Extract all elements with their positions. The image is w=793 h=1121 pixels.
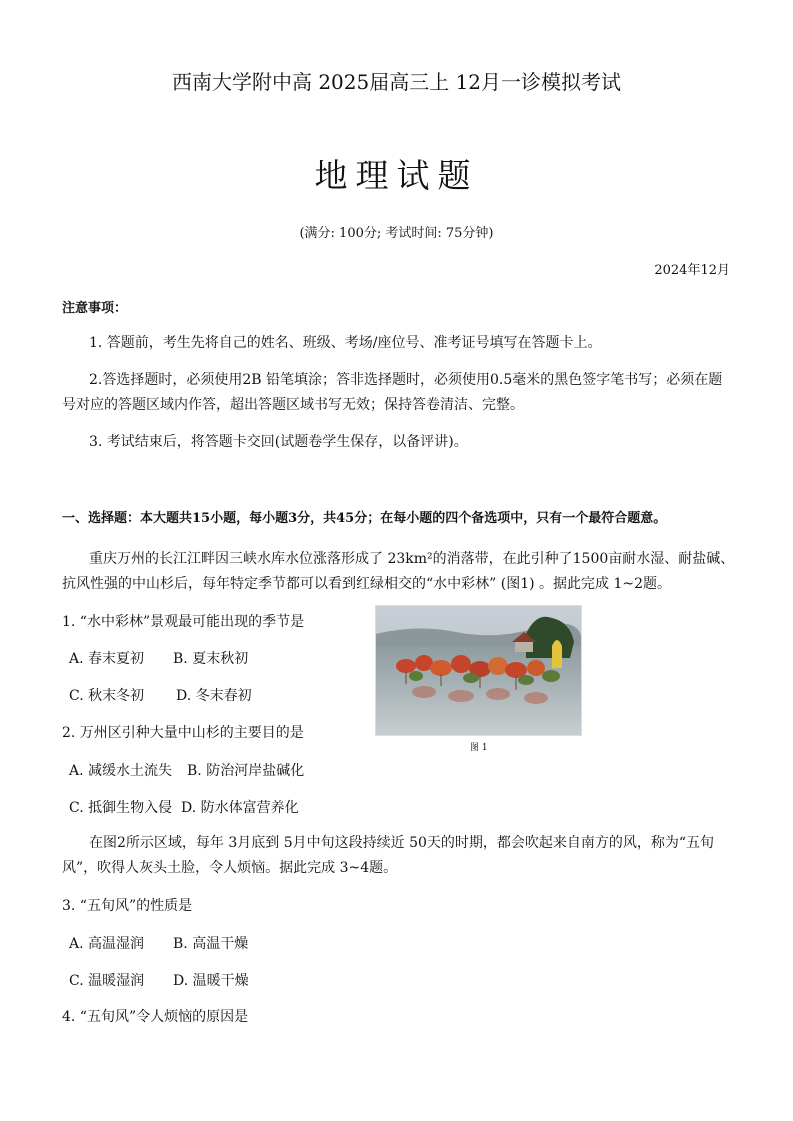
exam-title: 西南大学附中高 2025届高三上 12月一诊模拟考试 (171, 70, 622, 94)
passage-2-line-2: 风”，吹得人灰头土脸，令人烦恼。据此完成 3~4题。 (62, 860, 398, 876)
notice-heading: 注意事项： (62, 301, 128, 316)
notice-item-2-line-1: 2.答选择题时，必须使用2B 铅笔填涂；答非选择题时，必须使用0.5毫米的黑色签字笔书写；必须在题 (89, 372, 723, 388)
question-2-stem: 2. 万州区引种大量中山杉的主要目的是 (62, 725, 304, 741)
question-4-stem: 4. “五旬风”令人烦恼的原因是 (62, 1009, 249, 1025)
question-3-option-a: A. 高温湿润 (69, 936, 145, 952)
exam-meta: (满分: 100分; 考试时间: 75分钟) (299, 226, 494, 241)
question-2-option-d: D. 防水体富营养化 (181, 800, 299, 816)
section-heading: 一、选择题：本大题共15小题，每小题3分，共45分；在每小题的四个备选项中，只有一个最符合题意。 (62, 511, 667, 526)
question-1-stem: 1. “水中彩林”景观最可能出现的季节是 (62, 614, 305, 630)
lakeside-forest-photo (376, 606, 581, 735)
question-2-option-b: B. 防治河岸盐碱化 (187, 763, 305, 779)
question-1-option-b: B. 夏末秋初 (173, 651, 249, 667)
question-3-stem: 3. “五旬风”的性质是 (62, 898, 193, 914)
passage-1-line-1: 重庆万州的长江江畔因三峡水库水位涨落形成了 23km²的消落带，在此引种了1500亩耐水湿、耐盐碱、 (89, 551, 735, 567)
passage-1-line-2: 抗风性强的中山杉后，每年特定季节都可以看到红绿相交的“水中彩林” (图1) 。据此完成 1~2题。 (62, 576, 672, 592)
question-2-option-a: A. 减缓水土流失 (69, 763, 173, 779)
passage-2-line-1: 在图2所示区域，每年 3月底到 5月中旬这段持续近 50天的时期，都会吹起来自南方的风，称为“五旬 (89, 835, 715, 851)
exam-date: 2024年12月 (654, 263, 730, 278)
question-2-option-c: C. 抵御生物入侵 (69, 800, 173, 816)
question-3-option-d: D. 温暖干燥 (173, 973, 249, 989)
question-3-option-b: B. 高温干燥 (173, 936, 249, 952)
notice-item-1: 1. 答题前，考生先将自己的姓名、班级、考场/座位号、准考证号填写在答题卡上。 (89, 335, 602, 351)
question-1-option-c: C. 秋末冬初 (69, 688, 145, 704)
question-3-option-c: C. 温暖湿润 (69, 973, 145, 989)
figure-1-caption: 图 1 (470, 743, 488, 753)
figure-1-photo (375, 605, 582, 736)
notice-item-2-line-2: 号对应的答题区域内作答，超出答题区域书写无效；保持答卷清洁、完整。 (62, 397, 524, 413)
subject-title: 地理试题 (314, 156, 479, 195)
notice-item-3: 3. 考试结束后，将答题卡交回(试题卷学生保存，以备评讲)。 (89, 434, 468, 450)
question-1-option-d: D. 冬末春初 (176, 688, 252, 704)
question-1-option-a: A. 春末夏初 (69, 651, 145, 667)
